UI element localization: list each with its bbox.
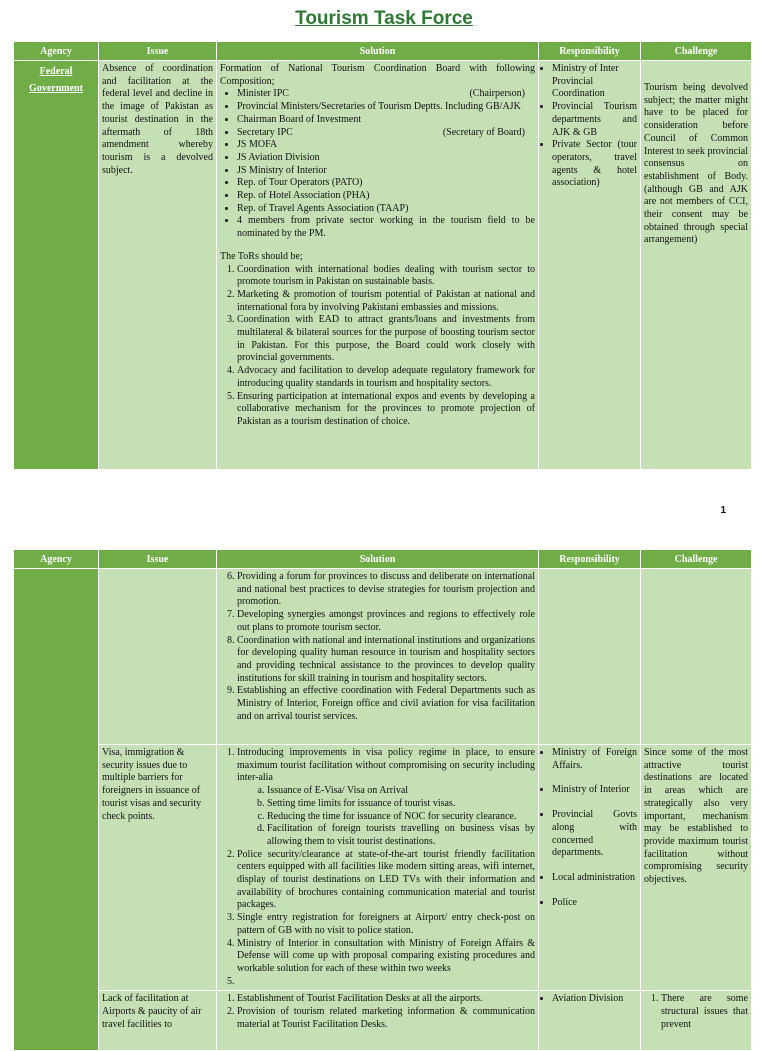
responsibility-list bbox=[542, 747, 637, 909]
sub-item: d. Facilitation of foreign tourists travelling on business visas by allowing them to visit tourist destinations. bbox=[267, 823, 535, 848]
challenge-cell: Since some of the most attractive tourist destinations are located in areas which are strategically also very important, mechanism may be established to provide maximum tourist facilitation without compromising security objectives. bbox=[641, 745, 752, 991]
responsibility-item: • Ministry of Foreign Affairs. bbox=[552, 747, 637, 772]
composition-item: • Rep. of Travel Agents Association (TAAP) bbox=[237, 203, 535, 216]
header-challenge: Challenge bbox=[641, 550, 752, 569]
header-issue: Issue bbox=[99, 550, 217, 569]
composition-item: • Rep. of Tour Operators (PATO) bbox=[237, 177, 535, 190]
composition-item: • Rep. of Hotel Association (PHA) bbox=[237, 190, 535, 203]
solution-item bbox=[237, 976, 535, 989]
composition-item: • Chairman Board of Investment bbox=[237, 114, 535, 127]
header-agency: Agency bbox=[14, 550, 99, 569]
document-title: Tourism Task Force bbox=[295, 8, 473, 29]
responsibility-item: • Provincial Govts along with concerned departments. bbox=[552, 809, 637, 860]
task-force-table-page-1 bbox=[13, 41, 752, 470]
table-header-row bbox=[14, 42, 752, 61]
tor-item: 7. Developing synergies amongst provinces and regions to effectively role out plans to promote tourism sector. bbox=[237, 609, 535, 634]
table-row bbox=[14, 61, 752, 470]
agency-link[interactable]: Federal Government bbox=[29, 66, 83, 94]
responsibility-item: • Ministry of Interior bbox=[552, 784, 637, 797]
composition-item: • JS Aviation Division bbox=[237, 152, 535, 165]
tor-item: 8. Coordination with national and international institutions and organizations for developing quality human resource in tourism and hospitality sectors and providing technical assistance to the provinces to develop quality institutions for skill training in tourism and hospitality sectors. bbox=[237, 635, 535, 686]
composition-item: • Provincial Ministers/Secretaries of Tourism Deptts. Including GB/AJK bbox=[237, 101, 535, 114]
table-row bbox=[14, 745, 752, 991]
composition-item: • 4 members from private sector working in the tourism field to be nominated by the PM. bbox=[237, 215, 535, 240]
tor-item: 2. Marketing & promotion of tourism potential of Pakistan at national and international fora by involving Pakistani embassies and missions. bbox=[237, 289, 535, 314]
solution-cell bbox=[217, 569, 539, 745]
agency-cell bbox=[14, 61, 99, 470]
solution-cell bbox=[217, 991, 539, 1051]
responsibility-item: • Police bbox=[552, 897, 637, 910]
composition-item: • JS Ministry of Interior bbox=[237, 165, 535, 178]
solution-item: 1. Establishment of Tourist Facilitation Desks at all the airports. bbox=[237, 993, 535, 1006]
responsibility-cell bbox=[539, 745, 641, 991]
task-force-table-page-2 bbox=[13, 549, 752, 1051]
responsibility-item: • Local administration bbox=[552, 872, 637, 885]
responsibility-cell bbox=[539, 61, 641, 470]
visa-solution-list bbox=[220, 747, 535, 988]
responsibility-item: • Ministry of Inter Provincial Coordination bbox=[552, 63, 637, 101]
solution-cell bbox=[217, 745, 539, 991]
composition-item: • JS MOFA bbox=[237, 139, 535, 152]
header-issue: Issue bbox=[99, 42, 217, 61]
table-header-row bbox=[14, 550, 752, 569]
sub-item: b. Setting time limits for issuance of tourist visas. bbox=[267, 798, 535, 811]
visa-sub-list bbox=[237, 785, 535, 849]
solution-item: 1. Introducing improvements in visa policy regime in place, to ensure maximum tourist facilitation without compromising on security including inter-alia a. Issuance of E-Visa/ Visa on Arrival b. Setting time limits for issuance of tourist visas. c. Reducing the time for issuance of NOC for security clearance. d. Facilitation of foreign tourists travelling on business visas by allowing them to visit tourist destinations. bbox=[237, 747, 535, 849]
solution-intro: Formation of National Tourism Coordination Board with following Composition; bbox=[220, 63, 535, 87]
responsibility-list bbox=[542, 63, 637, 190]
challenge-item: 1. There are some structural issues that prevent bbox=[661, 993, 748, 1031]
table-row bbox=[14, 569, 752, 745]
tor-item: 4. Advocacy and facilitation to develop adequate regulatory framework for introducing quality standards in tourism and hospitality sectors. bbox=[237, 365, 535, 390]
header-responsibility: Responsibility bbox=[539, 42, 641, 61]
composition-item: • Secretary IPC (Secretary of Board) bbox=[237, 127, 535, 140]
tors-intro: The ToRs should be; bbox=[220, 250, 303, 262]
sub-item: a. Issuance of E-Visa/ Visa on Arrival bbox=[267, 785, 535, 798]
composition-list bbox=[220, 88, 535, 240]
tors-list bbox=[220, 264, 535, 429]
responsibility-item: • Private Sector (tour operators, travel agents & hotel association) bbox=[552, 139, 637, 190]
solution-item: 4. Ministry of Interior in consultation with Ministry of Foreign Affairs & Defense will come up with proposal comparing existing procedures and workable solution for each of these within two weeks bbox=[237, 938, 535, 976]
air-solution-list bbox=[220, 993, 535, 1031]
composition-item: • Minister IPC (Chairperson) bbox=[237, 88, 535, 101]
challenge-cell: Tourism being devolved subject; the matter might have to be placed for consideration before Council of Common Interest to seek provincial consensus on establishment of Body. (although GB and AJK are not members of CCI, their consent may be obtained through special arrangement) bbox=[641, 61, 752, 470]
header-agency: Agency bbox=[14, 42, 99, 61]
issue-cell: Absence of coordination and facilitation at the federal level and decline in the image of Pakistan as tourist destination in the aftermath of 18th amendment whereby tourism is a devolved subject. bbox=[99, 61, 217, 470]
agency-cell bbox=[14, 569, 99, 1051]
page-number: 1 bbox=[720, 505, 726, 516]
responsibility-item: • Provincial Tourism departments and AJK & GB bbox=[552, 101, 637, 139]
header-responsibility: Responsibility bbox=[539, 550, 641, 569]
solution-item: 2. Police security/clearance at state-of-the-art tourist friendly facilitation centers equipped with all facilities like modern sitting areas, wifi internet, display of tourist destinations on LED TVs with their information and availability of brochures containing communication material and tourist packages. bbox=[237, 849, 535, 913]
solution-cell bbox=[217, 61, 539, 470]
tor-item: 9. Establishing an effective coordination with Federal Departments such as Ministry of Interior, Foreign office and civil aviation for visa facilitation and on arrival tourist services. bbox=[237, 685, 535, 723]
issue-cell: Lack of facilitation at Airports & paucity of air travel facilities to bbox=[99, 991, 217, 1051]
solution-item: 3. Single entry registration for foreigners at Airport/ entry check-post on pattern of GB with no visit to police station. bbox=[237, 912, 535, 937]
issue-cell bbox=[99, 569, 217, 745]
responsibility-cell bbox=[539, 569, 641, 745]
solution-item: 2. Provision of tourism related marketing information & communication material at Tourist Facilitation Desks. bbox=[237, 1006, 535, 1031]
responsibility-list bbox=[542, 993, 637, 1006]
tor-item: 1. Coordination with international bodies dealing with tourism sector to promote tourism in Pakistan on sustainable basis. bbox=[237, 264, 535, 289]
header-solution: Solution bbox=[217, 550, 539, 569]
challenge-cell bbox=[641, 569, 752, 745]
issue-cell: Visa, immigration & security issues due to multiple barriers for foreigners in issuance of tourist visas and security check points. bbox=[99, 745, 217, 991]
table-row bbox=[14, 991, 752, 1051]
tor-item: 6. Providing a forum for provinces to discuss and deliberate on international and national best practices to devise strategies for tourism projection and promotion. bbox=[237, 571, 535, 609]
header-challenge: Challenge bbox=[641, 42, 752, 61]
air-challenge-list bbox=[644, 993, 748, 1031]
tor-item: 5. Ensuring participation at international expos and events by developing a collaborative mechanism for the provinces to promote projection of Pakistan as a tourism destination of choice. bbox=[237, 391, 535, 429]
tors-list bbox=[220, 571, 535, 723]
responsibility-item: • Aviation Division bbox=[552, 993, 637, 1006]
header-solution: Solution bbox=[217, 42, 539, 61]
tor-item: 3. Coordination with EAD to attract grants/loans and investments from multilateral & bilateral sources for the purpose of boosting tourism sector in Pakistan. For this purpose, the Board could work closely with provincial governments. bbox=[237, 314, 535, 365]
sub-item: c. Reducing the time for issuance of NOC for security clearance. bbox=[267, 811, 535, 824]
responsibility-cell bbox=[539, 991, 641, 1051]
challenge-cell bbox=[641, 991, 752, 1051]
